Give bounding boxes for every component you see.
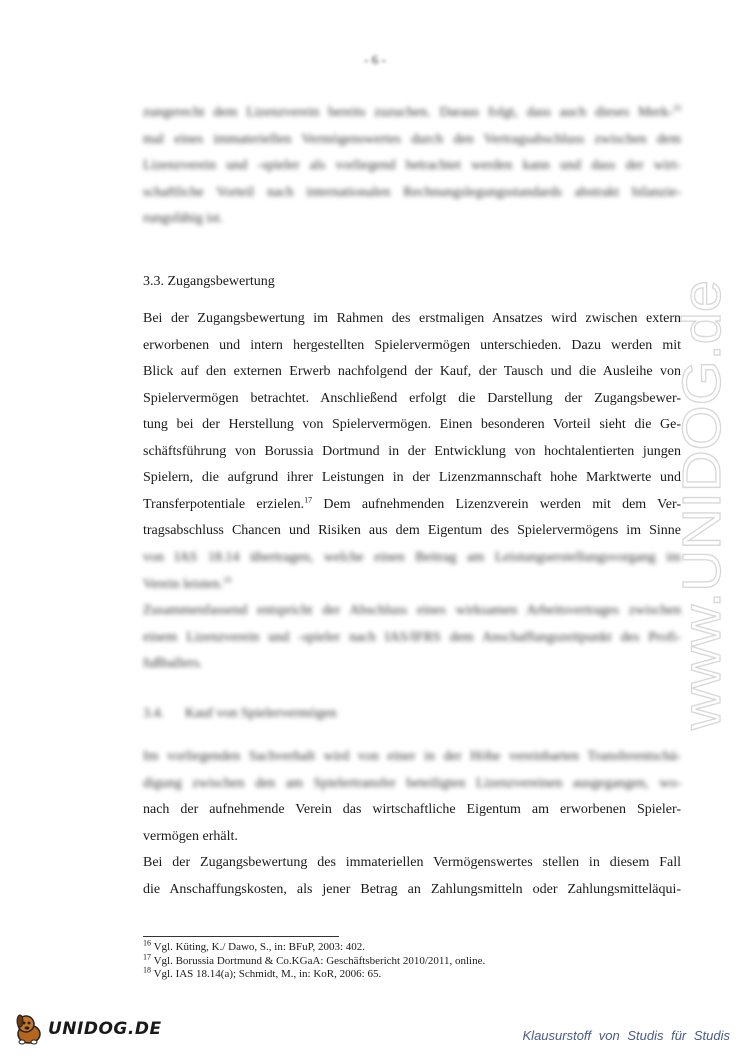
text-line: schaftliche Vorteil nach internationalen Rechnungslegungsstandards abstrakt bilanzie-: [143, 184, 681, 200]
text-line: rungsfähig ist.: [143, 211, 224, 226]
footnote-16: $^{16}$ Vgl. Küting, K./ Dawo, S., in: BFuP, 2003: 402.: [143, 938, 366, 953]
text-line: die Anschaffungskosten, als jener Betrag an Zahlungsmitteln oder Zahlungsmitteläqui-: [143, 881, 681, 897]
dog-icon: [12, 1012, 46, 1046]
text-line: Spielern, die aufgrund ihrer Leistungen in der Lizenzmannschaft hohe Marktwerte und: [143, 470, 681, 485]
blurred-section-heading: 3.4. Kauf von Spielervermögen: [143, 706, 337, 721]
text-line: Transferpotentiale erzielen.$^{17}$ Dem aufnehmenden Lizenzverein werden mit dem Ver-: [143, 494, 681, 512]
footnote-ref: 17: [304, 494, 313, 504]
footnote-divider: [143, 936, 339, 937]
text-line: Im vorliegenden Sachverhalt wird von einer in der Höhe vereinbarten Transferentschä-: [143, 749, 681, 764]
text-line: nach der aufnehmende Verein das wirtschaftliche Eigentum am erworbenen Spieler-: [143, 802, 681, 817]
footnotes: [143, 938, 486, 982]
text-line: tung bei der Herstellung von Spielervermögen. Einen besonderen Vorteil sieht die Ge-: [143, 417, 681, 432]
text-line: zungerecht dem Lizenzverein bereits zuzuchen. Daraus folgt, dass auch dieses Merk-$^{16}$: [143, 103, 681, 120]
section-heading: 3.3. Zugangsbewertung: [143, 274, 275, 289]
text-line: Bei der Zugangsbewertung des immateriellen Vermögenswertes stellen in diesem Fall: [143, 855, 681, 870]
blurred-paragraph-bottom: [143, 744, 681, 797]
text-line: digung zwischen den am Spielertransfer beteiligten Lizenzvereinen ausgegangen, wo-: [143, 775, 681, 791]
footnote-17: $^{17}$ Vgl. Borussia Dortmund & Co.KGaA: Geschäftsbericht 2010/2011, online.: [143, 951, 486, 967]
text-line: mal eines immateriellen Vermögenswertes durch den Vertragsabschluss zwischen dem: [143, 131, 681, 147]
text-line: fußballers.: [143, 656, 203, 671]
text-line: Zusammenfassend entspricht der Abschluss eines wirksamen Arbeitsvertrages zwischen: [143, 603, 681, 618]
text-line: Bei der Zugangsbewertung im Rahmen des erstmaligen Ansatzes wird zwischen extern: [143, 311, 681, 326]
text-line: einem Lizenzverein und -spieler nach IAS/IFRS dem Anschaffungszeitpunkt des Profi-: [143, 629, 681, 645]
text-line: Spielervermögen betrachtet. Anschließend erfolgt die Darstellung der Zugangsbewer-: [143, 390, 681, 406]
tagline: Klausurstoff von Studis für Studis: [522, 1028, 730, 1043]
text-line: Lizenzverein und -spieler als vorliegend betrachtet werden kann und dass der wirt-: [143, 158, 681, 173]
page-number: - 6 -: [364, 52, 386, 67]
main-paragraph: [143, 306, 681, 545]
footnote-ref: 18: [223, 574, 232, 584]
footnote-18: $^{18}$ Vgl. IAS 18.14(a); Schmidt, M., in: KoR, 2006: 65.: [143, 965, 382, 980]
unidog-logo[interactable]: [12, 1012, 162, 1046]
text-line: von IAS 18.14 übertragen, welche einen Beitrag am Leistungserstellungsvorgang im: [143, 550, 681, 565]
text-line: schäftsführung von Borussia Dortmund in der Entwicklung von hochtalentierten jungen: [143, 443, 681, 459]
watermark: [650, 270, 740, 740]
text-line: Blick auf den externen Erwerb nachfolgend der Kauf, der Tausch und die Ausleihe von: [143, 364, 681, 379]
logo-text: UNIDOG.DE: [48, 1019, 162, 1039]
text-line: tragsabschluss Chancen und Risiken aus dem Eigentum des Spielervermögens im Sinne: [143, 523, 681, 538]
text-line: erworbenen und intern hergestellten Spielervermögen unterschieden. Dazu werden mit: [143, 337, 681, 353]
blurred-paragraph-top: [143, 100, 681, 233]
footnote-ref: 16: [673, 103, 681, 113]
text-line: vermögen erhält.: [143, 828, 238, 844]
watermark-text: www.UNIDOG.de: [672, 309, 732, 730]
bottom-paragraph: [143, 797, 681, 903]
blurred-paragraph-middle: [143, 545, 681, 678]
text-line: Verein leisten.$^{18}$: [143, 574, 232, 592]
